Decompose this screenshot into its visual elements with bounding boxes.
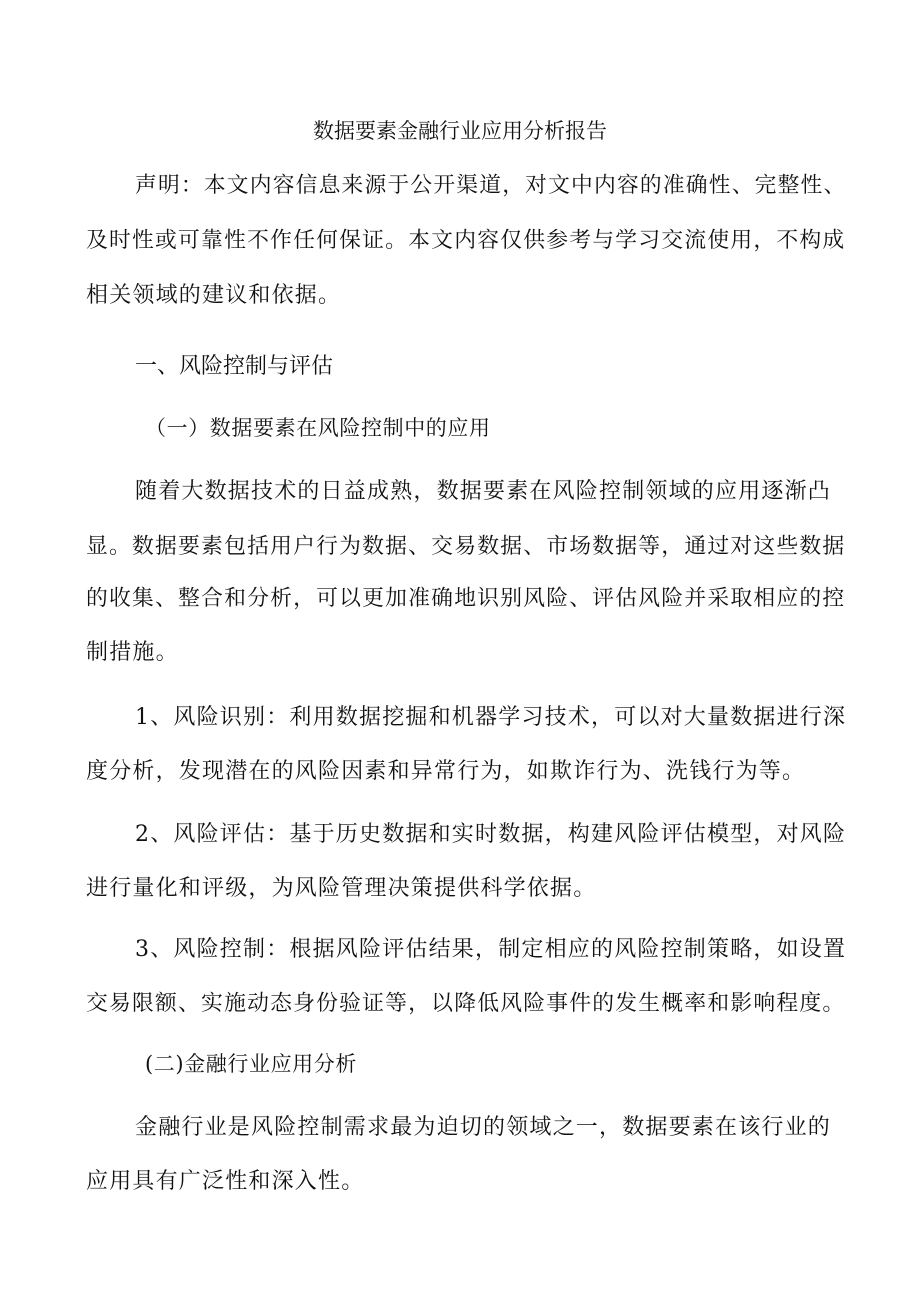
section-heading: 一、风险控制与评估 [135,354,334,379]
paragraph-line: 的收集、整合和分析，可以更加准确地识别风险、评估风险并采取相应的控 [86,586,846,611]
subsection-heading: （一）数据要素在风险控制中的应用 [145,416,491,440]
list-item-line: 交易限额、实施动态身份验证等，以降低风险事件的发生概率和影响程度。 [86,991,846,1016]
list-item-line: 1、风险识别：利用数据挖掘和机器学习技术，可以对大量数据进行深 [135,705,847,730]
document-title: 数据要素金融行业应用分析报告 [313,119,607,143]
paragraph-line: 随着大数据技术的日益成熟，数据要素在风险控制领域的应用逐渐凸 [135,479,832,504]
disclaimer-line: 及时性或可靠性不作任何保证。本文内容仅供参考与学习交流使用，不构成 [86,228,846,253]
list-item-line: 进行量化和评级，为风险管理决策提供科学依据。 [86,876,597,901]
list-item-line: 度分析，发现潜在的风险因素和异常行为，如欺诈行为、洗钱行为等。 [86,759,806,784]
paragraph-line: 金融行业是风险控制需求最为迫切的领域之一，数据要素在该行业的 [135,1115,832,1140]
list-item-line: 3、风险控制：根据风险评估结果，制定相应的风险控制策略，如设置 [135,937,847,962]
paragraph-line: 显。数据要素包括用户行为数据、交易数据、市场数据等，通过对这些数据 [86,534,846,559]
paragraph-line: 应用具有广泛性和深入性。 [86,1169,365,1194]
disclaimer-line: 声明：本文内容信息来源于公开渠道，对文中内容的准确性、完整性、 [135,173,847,198]
disclaimer-line: 相关领域的建议和依据。 [86,283,342,308]
subsection-heading: (二)金融行业应用分析 [145,1052,357,1076]
paragraph-line: 制措施。 [86,640,179,665]
list-item-line: 2、风险评估：基于历史数据和实时数据，构建风险评估模型，对风险 [135,822,847,847]
